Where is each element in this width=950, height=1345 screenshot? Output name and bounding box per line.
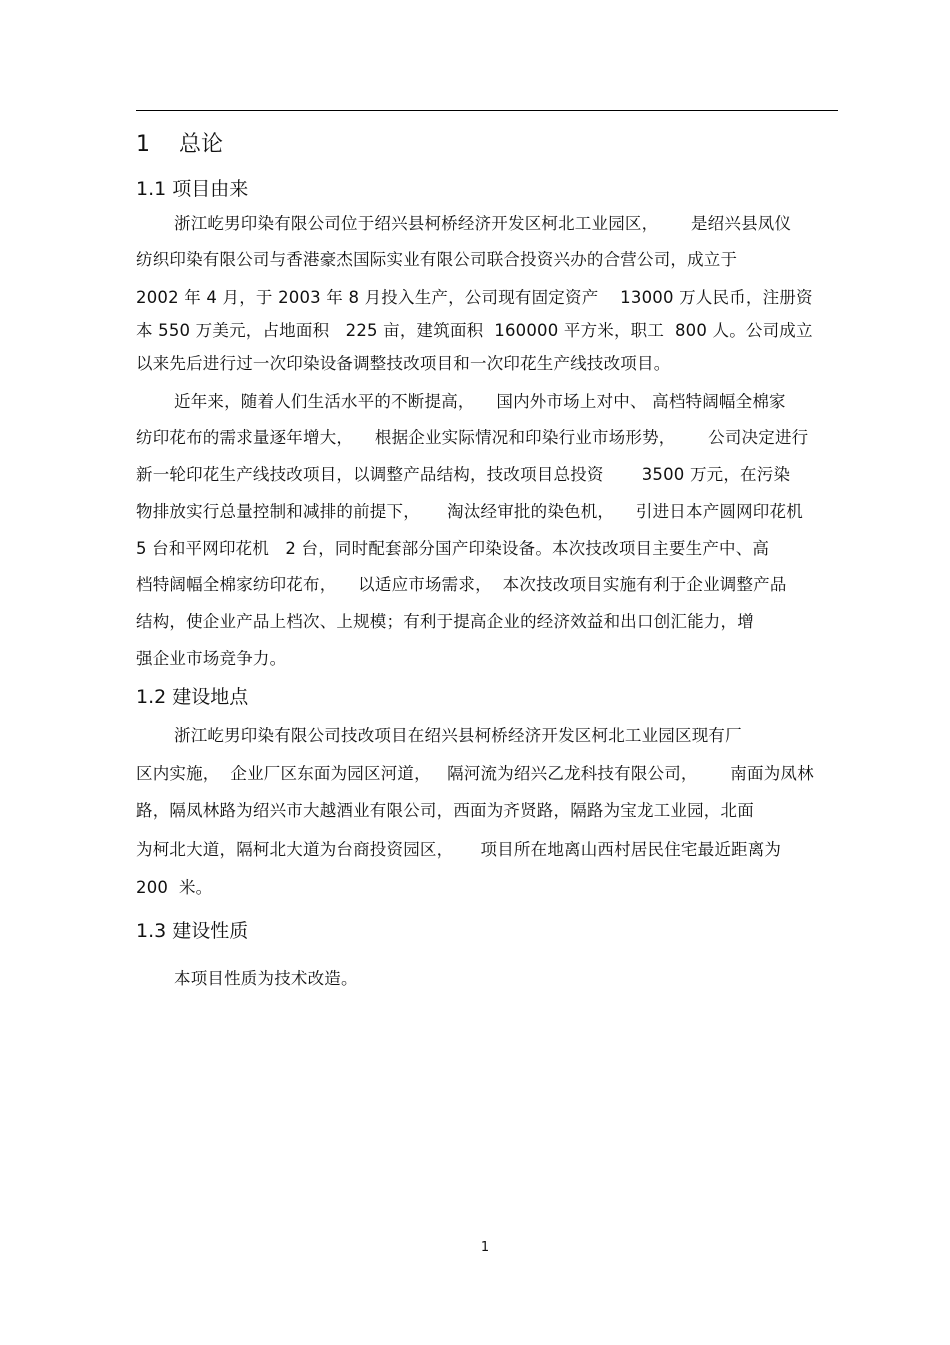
paragraph-line: 本 550 万美元，占地面积 225 亩，建筑面积 160000 平方米，职工 800 人。公司成立 (136, 321, 813, 340)
paragraph-line: 结构，使企业产品上档次、上规模；有利于提高企业的经济效益和出口创汇能力，增 (136, 612, 754, 631)
paragraph-line: 物排放实行总量控制和减排的前提下， 淘汰经审批的染色机， 引进日本产圆网印花机 (136, 502, 803, 521)
paragraph-line: 纺印花布的需求量逐年增大， 根据企业实际情况和印染行业市场形势， 公司决定进行 (136, 428, 809, 447)
section-heading-1-2: 1.2 建设地点 (136, 686, 249, 708)
paragraph-line: 为柯北大道，隔柯北大道为台商投资园区， 项目所在地离山西村居民住宅最近距离为 (136, 840, 782, 859)
paragraph-line: 区内实施， 企业厂区东面为园区河道， 隔河流为绍兴乙龙科技有限公司， 南面为凤林 (136, 764, 814, 783)
paragraph-line: 2002 年 4 月，于 2003 年 8 月投入生产，公司现有固定资产 13000 万人民币，注册资 (136, 288, 813, 307)
page-number: 1 (480, 1240, 490, 1255)
section-heading-1-3: 1.3 建设性质 (136, 920, 249, 942)
paragraph-line: 纺织印染有限公司与香港豪杰国际实业有限公司联合投资兴办的合营公司，成立于 (136, 250, 738, 269)
paragraph-line: 路，隔凤林路为绍兴市大越酒业有限公司，西面为齐贤路，隔路为宝龙工业园，北面 (136, 801, 754, 820)
section-heading-1-1: 1.1 项目由来 (136, 178, 249, 200)
paragraph-line: 档特阔幅全棉家纺印花布， 以适应市场需求， 本次技改项目实施有利于企业调整产品 (136, 575, 787, 594)
paragraph-line: 5 台和平网印花机 2 台，同时配套部分国产印染设备。本次技改项目主要生产中、高 (136, 539, 770, 558)
paragraph-line: 浙江屹男印染有限公司位于绍兴县柯桥经济开发区柯北工业园区， 是绍兴县凤仪 (174, 214, 792, 233)
paragraph-line: 200 米。 (136, 878, 213, 897)
paragraph-line: 以来先后进行过一次印染设备调整技改项目和一次印花生产线技改项目。 (136, 354, 671, 373)
chapter-title: 1 总论 (136, 132, 223, 157)
header-rule (136, 110, 838, 111)
paragraph-line: 新一轮印花生产线技改项目，以调整产品结构，技改项目总投资 3500 万元，在污染 (136, 465, 791, 484)
paragraph-line: 近年来，随着人们生活水平的不断提高， 国内外市场上对中、 高档特阔幅全棉家 (174, 392, 786, 411)
paragraph-line: 强企业市场竞争力。 (136, 649, 287, 668)
paragraph-line: 浙江屹男印染有限公司技改项目在绍兴县柯桥经济开发区柯北工业园区现有厂 (174, 726, 742, 745)
paragraph-line: 本项目性质为技术改造。 (174, 969, 358, 988)
